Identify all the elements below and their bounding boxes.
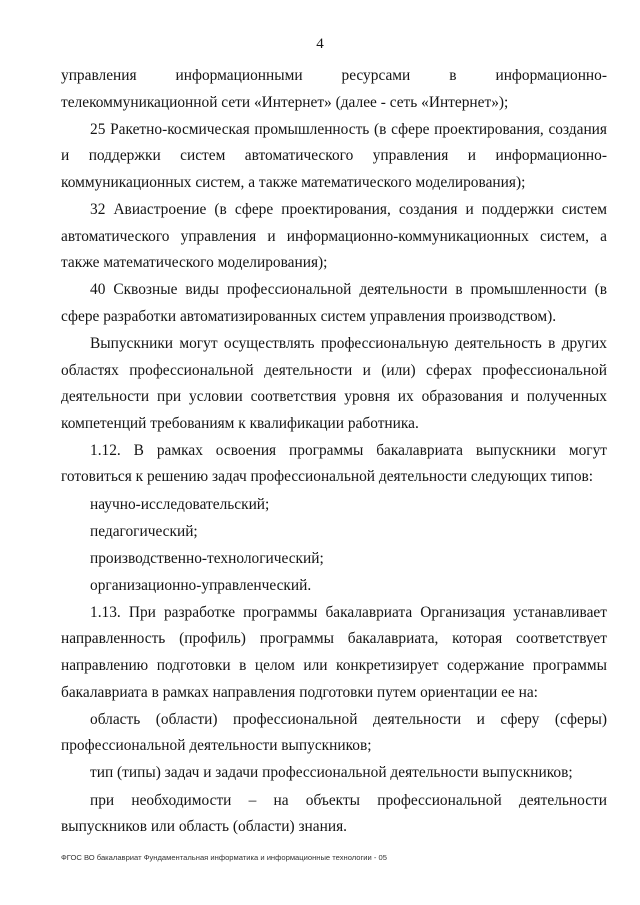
list-item-production: производственно-технологический; — [90, 549, 324, 567]
paragraph-okved-25: 25 Ракетно-космическая промышленность (в сфере проектирования, создания и поддержки систем автоматического управления и информационно-коммуникационных систем, а также математического моделирования); — [61, 120, 607, 191]
paragraph-area: область (области) профессиональной деятельности и сферу (сферы) профессиональной деятельности выпускников; — [61, 710, 607, 755]
paragraph-task-types: тип (типы) задач и задачи профессиональной деятельности выпускников; — [90, 764, 573, 782]
page-footer: ФГОС ВО бакалавриат Фундаментальная информатика и информационные технологии - 05 — [61, 853, 387, 862]
paragraph-continuation: управления информационными ресурсами в информационно-телекоммуникационной сети «Интернет» (далее - сеть «Интернет»); — [61, 67, 607, 111]
document-body — [61, 63, 607, 841]
list-item-research: научно-исследовательский; — [90, 495, 270, 513]
paragraph-objects: при необходимости – на объекты профессиональной деятельности выпускников или область (области) знания. — [61, 791, 607, 836]
list-item-management: организационно-управленческий. — [90, 576, 312, 594]
list-item-pedagogical: педагогический; — [90, 522, 198, 540]
paragraph-1-12: 1.12. В рамках освоения программы бакалавриата выпускники могут готовиться к решению задач профессиональной деятельности следующих типов: — [61, 441, 607, 486]
paragraph-okved-32: 32 Авиастроение (в сфере проектирования, создания и поддержки систем автоматического управления и информационно-коммуникационных систем, а также математического моделирования); — [61, 200, 607, 272]
page-number: 4 — [316, 36, 324, 52]
paragraph-graduates-other-areas: Выпускники могут осуществлять профессиональную деятельность в других областях профессиональной деятельности и (или) сферах профессиональной деятельности при условии соответствия уровня их образования и полученных компетенций требованиям к квалификации работника. — [61, 334, 607, 432]
paragraph-1-13: 1.13. При разработке программы бакалавриата Организация устанавливает направленность (профиль) программы бакалавриата, которая соответствует направлению подготовки в целом или конкретизирует содержание программы бакалавриата в рамках направления подготовки путем ориентации ее на: — [61, 603, 607, 701]
paragraph-okved-40: 40 Сквозные виды профессиональной деятельности в промышленности (в сфере разработки автоматизированных систем управления производством). — [61, 281, 607, 325]
